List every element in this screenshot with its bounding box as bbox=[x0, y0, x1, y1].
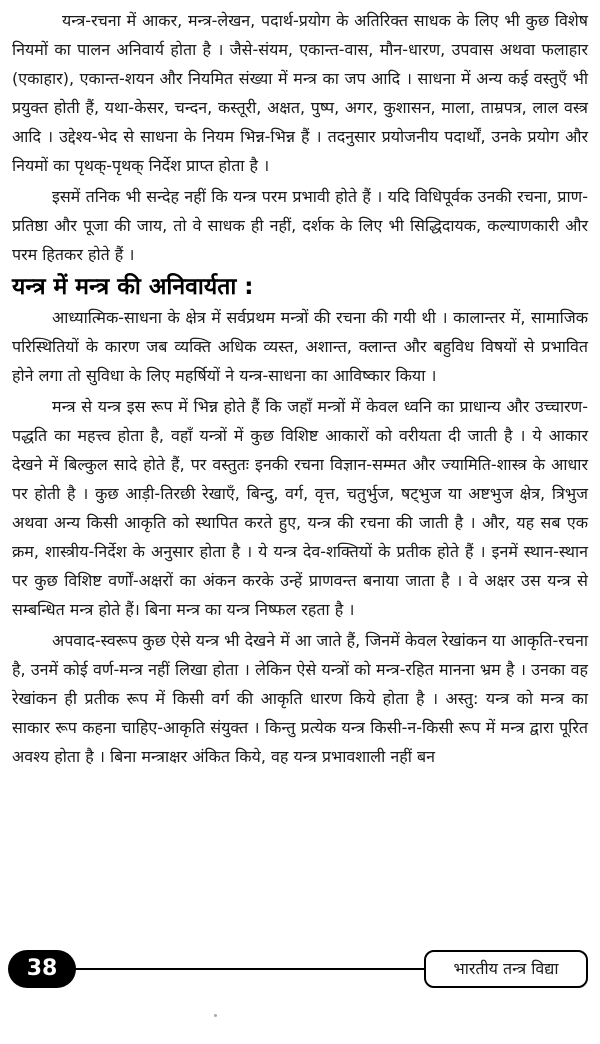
paragraph: इसमें तनिक भी सन्देह नहीं कि यन्त्र परम प्रभावी होते हैं । यदि विधिपूर्वक उनकी रचना, प्राण-प्रतिष्ठा और पूजा की जाय, तो वे साधक ही नहीं, दर्शक के लिए भी सिद्धिदायक, कल्याणकारी और परम हितकर होते हैं । bbox=[12, 187, 588, 264]
book-title: भारतीय तन्त्र विद्या bbox=[424, 950, 588, 988]
print-speck bbox=[214, 1014, 217, 1017]
page-content bbox=[12, 6, 588, 773]
footer-rule bbox=[74, 968, 424, 970]
page-footer bbox=[8, 948, 592, 994]
paragraph: मन्त्र से यन्त्र इस रूप में भिन्न होते हैं कि जहाँ मन्त्रों में केवल ध्वनि का प्राधान्य और उच्चारण-पद्धति का महत्त्व होता है, वहाँ यन्त्रों में कुछ विशिष्ट आकारों को वरीयता दी जाती है । ये आकार देखने में बिल्कुल सादे होते हैं, पर वस्तुतः इनकी रचना विज्ञान-सम्मत और ज्यामिति-शास्त्र के आधार पर होती है । कुछ आड़ी-तिरछी रेखाएँ, बिन्दु, वर्ग, वृत्त, चतुर्भुज, षट्भुज या अष्टभुज क्षेत्र, त्रिभुज अथवा अन्य किसी आकृति को स्थापित करते हुए, यन्त्र की रचना की जाती है । और, यह सब एक क्रम, शास्त्रीय-निर्देश के अनुसार होता है । ये यन्त्र देव-शक्तियों के प्रतीक होते हैं । इनमें स्थान-स्थान पर कुछ विशिष्ट वर्णों-अक्षरों का अंकन करके उन्हें प्राणवन्त बनाया जाता है । वे अक्षर उस यन्त्र से सम्बन्धित मन्त्र होते हैं। बिना मन्त्र का यन्त्र निष्फल रहता है । bbox=[12, 397, 588, 619]
paragraph: अपवाद-स्वरूप कुछ ऐसे यन्त्र भी देखने में आ जाते हैं, जिनमें केवल रेखांकन या आकृति-रचना है, उनमें कोई वर्ण-मन्त्र नहीं लिखा होता । लेकिन ऐसे यन्त्रों को मन्त्र-रहित मानना भ्रम है । उनका वह रेखांकन ही प्रतीक रूप में किसी वर्ग की आकृति धारण किये होता है । अस्तु: यन्त्र को मन्त्र का साकार रूप कहना चाहिए-आकृति संयुक्त । किन्तु प्रत्येक यन्त्र किसी-न-किसी रूप में मन्त्र द्वारा पूरित अवश्य होता है । बिना मन्त्राक्षर अंकित किये, वह यन्त्र प्रभावशाली नहीं बन bbox=[12, 631, 588, 766]
paragraph: आध्यात्मिक-साधना के क्षेत्र में सर्वप्रथम मन्त्रों की रचना की गयी थी । कालान्तर में, सामाजिक परिस्थितियों के कारण जब व्यक्ति अधिक व्यस्त, अशान्त, क्लान्त और बहुविध विषयों से प्रभावित होने लगा तो सुविधा के लिए महर्षियों ने यन्त्र-साधना का आविष्कार किया । bbox=[12, 308, 588, 385]
section-heading: यन्त्र में मन्त्र की अनिवार्यता : bbox=[12, 274, 254, 300]
page-number: 38 bbox=[8, 950, 76, 988]
paragraph: यन्त्र-रचना में आकर, मन्त्र-लेखन, पदार्थ-प्रयोग के अतिरिक्त साधक के लिए भी कुछ विशेष नियमों का पालन अनिवार्य होता है । जैसे-संयम, एकान्त-वास, मौन-धारण, उपवास अथवा फलाहार (एकाहार), एकान्त-शयन और नियमित संख्या में मन्त्र का जप आदि । साधना में अन्य कई वस्तुएँ भी प्रयुक्त होती हैं, यथा-केसर, चन्दन, कस्तूरी, अक्षत, पुष्प, अगर, कुशासन, माला, ताम्रपत्र, लाल वस्त्र आदि । उद्देश्य-भेद से साधना के नियम भिन्न-भिन्न हैं । तदनुसार प्रयोजनीय पदार्थों, उनके प्रयोग और नियमों का पृथक्-पृथक् निर्देश प्राप्त होता है । bbox=[12, 11, 588, 175]
